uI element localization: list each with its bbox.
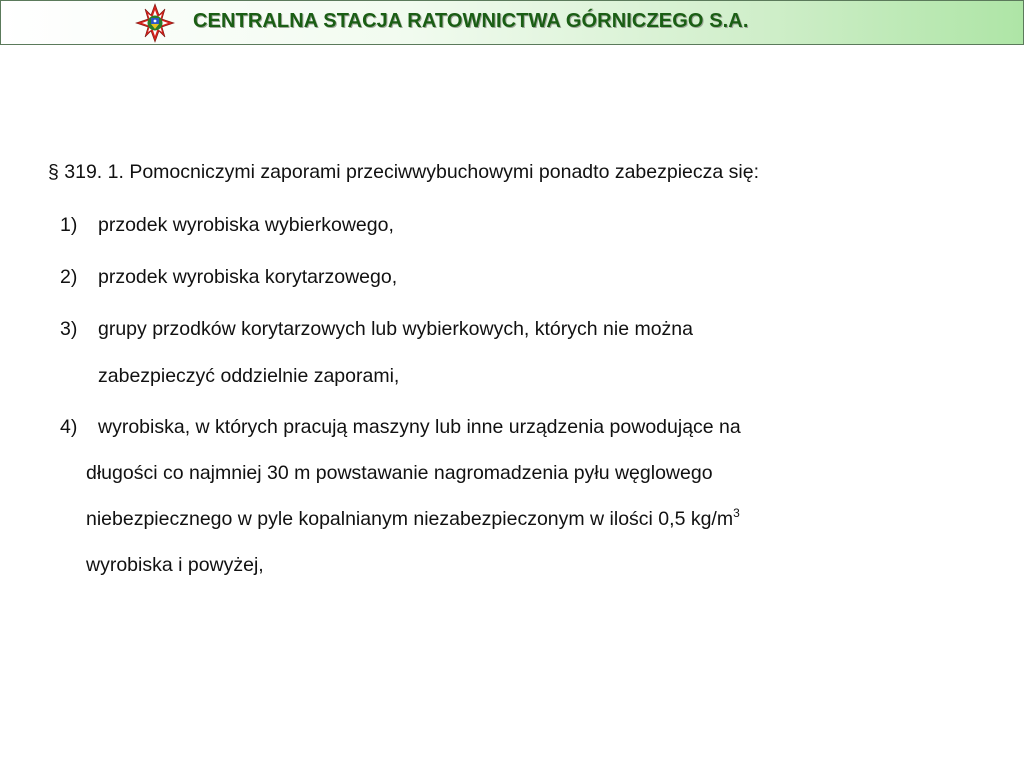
list-number: 4) — [60, 416, 78, 438]
list-item-4-continuation: wyrobiska i powyżej, — [86, 554, 264, 576]
list-item-2 — [60, 266, 397, 289]
list-item-text: przodek wyrobiska wybierkowego, — [98, 214, 394, 236]
paragraph-intro: § 319. 1. Pomocniczymi zaporami przeciwwybuchowymi ponadto zabezpiecza się: — [48, 161, 759, 183]
header-banner — [0, 0, 1024, 45]
list-item-text: wyrobiska, w których pracują maszyny lub inne urządzenia powodujące na — [98, 416, 741, 438]
list-item-4 — [60, 416, 741, 439]
list-item-3 — [60, 318, 693, 341]
mine-rescue-cross-emblem-icon — [135, 3, 175, 43]
list-item-1 — [60, 214, 394, 237]
list-number: 1) — [60, 214, 78, 236]
list-number: 2) — [60, 266, 78, 288]
list-item-text: niebezpiecznego w pyle kopalnianym niezabezpieczonym w ilości 0,5 kg/m — [86, 508, 734, 530]
list-item-text: przodek wyrobiska korytarzowego, — [98, 266, 398, 288]
list-item-4-continuation — [86, 508, 740, 531]
header-title: CENTRALNA STACJA RATOWNICTWA GÓRNICZEGO S.A. — [193, 10, 749, 32]
superscript: 3 — [733, 506, 740, 520]
list-item-4-continuation: długości co najmniej 30 m powstawanie nagromadzenia pyłu węglowego — [86, 462, 713, 484]
list-number: 3) — [60, 318, 78, 340]
list-item-text: grupy przodków korytarzowych lub wybierkowych, których nie można — [98, 318, 693, 340]
list-item-3-continuation: zabezpieczyć oddzielnie zaporami, — [98, 365, 400, 387]
